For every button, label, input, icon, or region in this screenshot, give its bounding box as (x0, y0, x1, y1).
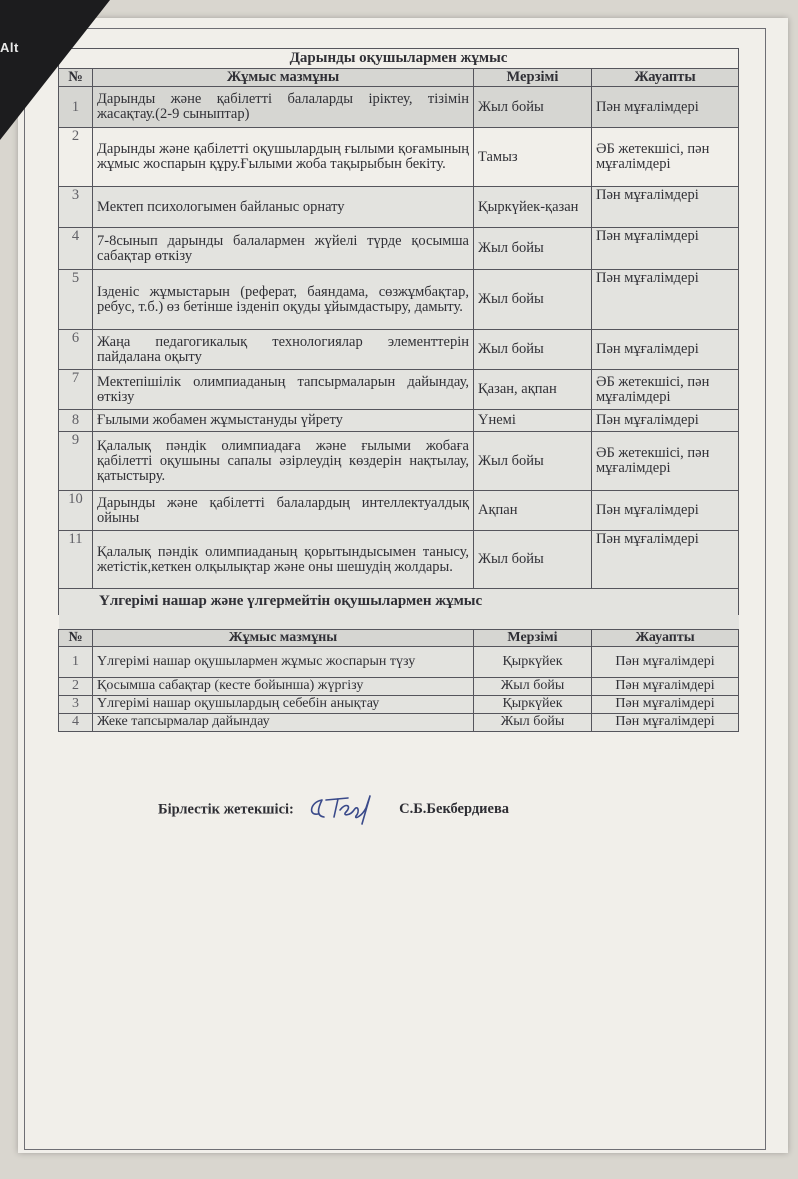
table-row (59, 128, 739, 187)
table-row (59, 87, 739, 128)
row-number: 7 (59, 370, 93, 410)
row-responsible: Пән мұғалімдері (592, 330, 739, 370)
row-responsible: Пән мұғалімдері (592, 695, 739, 713)
row-term: Ақпан (474, 491, 592, 531)
row-responsible: Пән мұғалімдері (592, 187, 739, 228)
keyboard-corner (0, 0, 110, 140)
row-number: 8 (59, 410, 93, 432)
underperforming-students-table (58, 629, 739, 732)
row-term: Жыл бойы (474, 432, 592, 491)
row-term: Жыл бойы (474, 270, 592, 330)
row-responsible: Пән мұғалімдері (592, 410, 739, 432)
table-row (59, 432, 739, 491)
row-responsible: Пән мұғалімдері (592, 270, 739, 330)
row-number: 10 (59, 491, 93, 531)
row-term: Қыркүйек (474, 646, 592, 677)
row-responsible: Пән мұғалімдері (592, 228, 739, 270)
row-term: Қазан, ақпан (474, 370, 592, 410)
section-title-underperforming: Үлгерімі нашар және үлгермейтін оқушылармен жұмыс (59, 589, 739, 615)
row-content: Қосымша сабақтар (кесте бойынша) жүргізу (93, 677, 474, 695)
alt-key-label: Alt (0, 40, 19, 55)
row-responsible: Пән мұғалімдері (592, 677, 739, 695)
row-content: 7-8сынып дарынды балалармен жүйелі түрде қосымша сабақтар өткізу (93, 228, 474, 270)
row-content: Мектепішілік олимпиаданың тапсырмаларын дайындау, өткізу (93, 370, 474, 410)
row-content: Мектеп психологымен байланыс орнату (93, 187, 474, 228)
header-term: Мерзімі (474, 69, 592, 87)
row-responsible: Пән мұғалімдері (592, 646, 739, 677)
row-number: 11 (59, 531, 93, 589)
table-row (59, 330, 739, 370)
row-term: Қыркүйек-қазан (474, 187, 592, 228)
table-row (59, 713, 739, 731)
header-responsible: Жауапты (592, 69, 739, 87)
table-row (59, 646, 739, 677)
row-content: Үлгерімі нашар оқушылармен жұмыс жоспарын түзу (93, 646, 474, 677)
row-number: 9 (59, 432, 93, 491)
row-number: 1 (59, 646, 93, 677)
header-number: № (59, 629, 93, 646)
row-term: Жыл бойы (474, 330, 592, 370)
row-number: 1 (59, 87, 93, 128)
row-responsible: Пән мұғалімдері (592, 491, 739, 531)
signature-label: Бірлестік жетекшісі: (158, 801, 294, 818)
row-content: Дарынды және қабілетті балаларды іріктеу, тізімін жасақтау.(2-9 сыныптар) (93, 87, 474, 128)
table-row (59, 228, 739, 270)
gap-row (59, 615, 739, 629)
row-number: 6 (59, 330, 93, 370)
table-row (59, 187, 739, 228)
row-responsible: ӘБ жетекшісі, пән мұғалімдері (592, 432, 739, 491)
handwritten-signature (304, 790, 384, 830)
row-term: Үнемі (474, 410, 592, 432)
header-content: Жұмыс мазмұны (93, 629, 474, 646)
table-row (59, 270, 739, 330)
document-content (58, 48, 738, 732)
signature-line (158, 790, 509, 830)
table-row (59, 370, 739, 410)
section-title-row (59, 589, 739, 615)
table-row (59, 491, 739, 531)
header-number: № (59, 69, 93, 87)
row-term: Қыркүйек (474, 695, 592, 713)
gifted-students-table (58, 48, 739, 629)
row-number: 4 (59, 228, 93, 270)
table-row (59, 531, 739, 589)
row-responsible: Пән мұғалімдері (592, 531, 739, 589)
row-number: 2 (59, 677, 93, 695)
row-content: Ғылыми жобамен жұмыстануды үйрету (93, 410, 474, 432)
section-title-gifted: Дарынды оқушылармен жұмыс (59, 49, 739, 69)
row-content: Дарынды және қабілетті оқушылардың ғылыми қоғамының жұмыс жоспарын құру.Ғылыми жоба тақырыбын бекіту. (93, 128, 474, 187)
row-number: 3 (59, 695, 93, 713)
row-number: 5 (59, 270, 93, 330)
row-responsible: ӘБ жетекшісі, пән мұғалімдері (592, 128, 739, 187)
row-term: Жыл бойы (474, 228, 592, 270)
row-content: Қалалық пәндік олимпиаданың қорытындысымен танысу, жетістік,кеткен олқылықтар және оны шешудің жолдары. (93, 531, 474, 589)
table-row (59, 677, 739, 695)
signatory-name: С.Б.Бекбердиева (399, 801, 510, 818)
row-responsible: Пән мұғалімдері (592, 713, 739, 731)
row-content: Ізденіс жұмыстарын (реферат, баяндама, сөзжұмбақтар, ребус, т.б.) өз бетінше ізденіп оқуды ұйымдастыру, дамыту. (93, 270, 474, 330)
header-content: Жұмыс мазмұны (93, 69, 474, 87)
row-term: Жыл бойы (474, 713, 592, 731)
header-term: Мерзімі (474, 629, 592, 646)
row-content: Үлгерімі нашар оқушылардың себебін анықтау (93, 695, 474, 713)
row-content: Жеке тапсырмалар дайындау (93, 713, 474, 731)
table-row (59, 410, 739, 432)
header-responsible: Жауапты (592, 629, 739, 646)
row-number: 4 (59, 713, 93, 731)
row-content: Қалалық пәндік олимпиадаға және ғылыми жобаға қабілетті оқушыны сапалы әзірлеудің көздерін нақтылау, қатыстыру. (93, 432, 474, 491)
row-content: Дарынды және қабілетті балалардың интеллектуалдық ойыны (93, 491, 474, 531)
row-term: Жыл бойы (474, 531, 592, 589)
row-number: 3 (59, 187, 93, 228)
row-responsible: Пән мұғалімдері (592, 87, 739, 128)
table-row (59, 695, 739, 713)
row-number: 2 (59, 128, 93, 187)
row-term: Жыл бойы (474, 87, 592, 128)
row-content: Жаңа педагогикалық технологиялар элементтерін пайдалана оқыту (93, 330, 474, 370)
row-term: Тамыз (474, 128, 592, 187)
row-responsible: ӘБ жетекшісі, пән мұғалімдері (592, 370, 739, 410)
row-term: Жыл бойы (474, 677, 592, 695)
